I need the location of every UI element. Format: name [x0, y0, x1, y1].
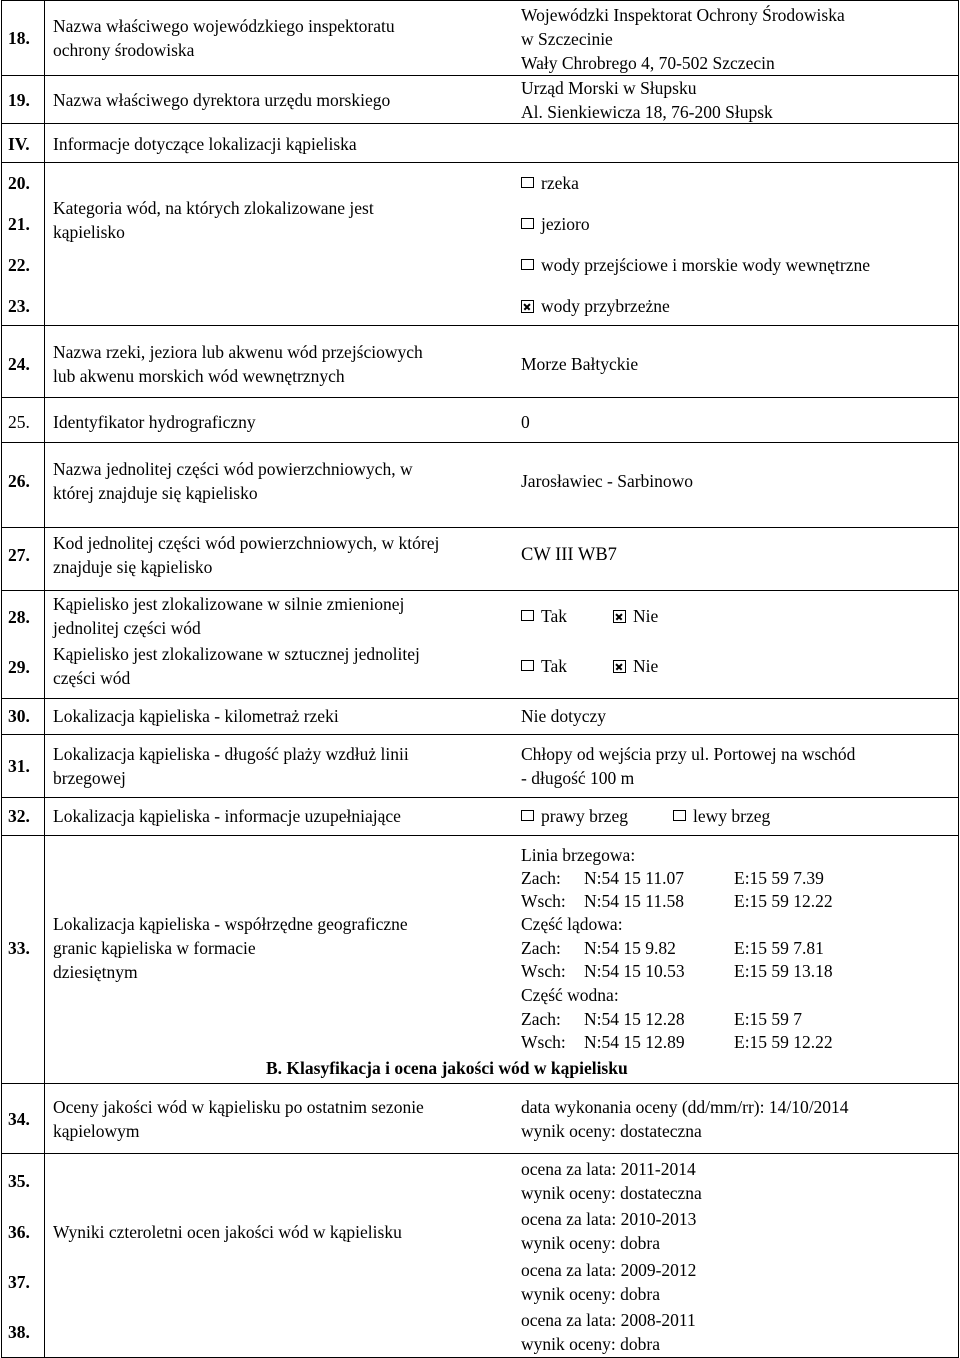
option-wody-przybrzezne-label: wody przybrzeżne [541, 296, 670, 316]
row-number-38: 38. [8, 1322, 30, 1342]
row-28-option-nie-label: Nie [633, 606, 659, 626]
row-19-value-line-2: Al. Sienkiewicza 18, 76-200 Słupsk [521, 102, 773, 122]
row-27-label-line-1: Kod jednolitej części wód powierzchniowych, w której [53, 533, 440, 553]
option-prawy-brzeg[interactable] [521, 804, 628, 828]
row-divider [1, 0, 958, 1]
row-31-label-line-2: brzegowej [53, 768, 126, 788]
row-29-option-nie-label: Nie [633, 656, 659, 676]
coords-lat: N:54 15 11.07 [584, 868, 684, 888]
option-lewy-brzeg[interactable] [673, 804, 770, 828]
row-number-26: 26. [8, 471, 30, 491]
row-31-value-line-2: - długość 100 m [521, 768, 635, 788]
row-30-value: Nie dotyczy [521, 706, 607, 726]
assessment-result: wynik oceny: dobra [521, 1334, 660, 1354]
assessment-period: ocena za lata: 2010-2013 [521, 1209, 697, 1229]
row-28-label-line-1: Kąpielisko jest zlokalizowane w silnie zmienionej [53, 594, 405, 614]
coords-heading-czesc-ladowa: Część lądowa: [521, 914, 623, 934]
row-34-value-line-2: wynik oceny: dostateczna [521, 1121, 702, 1141]
row-number-36: 36. [8, 1222, 30, 1242]
option-wody-przejsciowe[interactable] [521, 253, 870, 277]
coords-lon: E:15 59 12.22 [734, 1032, 833, 1052]
number-column-divider [44, 0, 45, 1358]
row-31-label-line-1: Lokalizacja kąpieliska - długość plaży wzdłuż linii [53, 744, 409, 764]
coords-lon: E:15 59 7.81 [734, 938, 824, 958]
row-24-label-line-2: lub akwenu morskich wód wewnętrznych [53, 366, 345, 386]
row-number-22: 22. [8, 255, 30, 275]
row-18-label-line-1: Nazwa właściwego wojewódzkiego inspektoratu [53, 16, 395, 36]
row-number-23: 23. [8, 296, 30, 316]
row-divider [1, 123, 958, 124]
coords-lat: N:54 15 12.89 [584, 1032, 685, 1052]
row-35-label: Wyniki czteroletni ocen jakości wód w kąpielisku [53, 1222, 402, 1242]
coords-lon: E:15 59 7 [734, 1009, 803, 1029]
row-number-34: 34. [8, 1109, 30, 1129]
option-rzeka-label: rzeka [541, 173, 579, 193]
section-iv-title: Informacje dotyczące lokalizacji kąpieliska [53, 134, 357, 154]
row-divider [1, 1153, 958, 1154]
option-jezioro[interactable] [521, 212, 590, 236]
row-divider [1, 162, 958, 163]
checkbox-unchecked-icon [521, 610, 534, 621]
row-28-option-nie[interactable] [613, 604, 658, 628]
row-divider [1, 797, 958, 798]
row-31-value-line-1: Chłopy od wejścia przy ul. Portowej na wschód [521, 744, 856, 764]
row-number-21: 21. [8, 214, 30, 234]
row-33-label-line-1: Lokalizacja kąpieliska - współrzędne geograficzne [53, 914, 408, 934]
row-divider [1, 527, 958, 528]
row-28-option-tak-label: Tak [541, 606, 567, 626]
row-number-18: 18. [8, 28, 30, 48]
row-27-label-line-2: znajduje się kąpielisko [53, 557, 213, 577]
row-29-label-line-2: części wód [53, 668, 131, 688]
row-number-19: 19. [8, 90, 30, 110]
row-29-option-tak[interactable] [521, 654, 567, 678]
checkbox-checked-icon [613, 610, 626, 623]
row-26-label-line-2: której znajduje się kąpielisko [53, 483, 258, 503]
row-divider [1, 590, 958, 591]
assessment-period: ocena za lata: 2008-2011 [521, 1310, 696, 1330]
row-26-value: Jarosławiec - Sarbinowo [521, 471, 694, 491]
row-28-option-tak[interactable] [521, 604, 567, 628]
row-25-label: Identyfikator hydrograficzny [53, 412, 256, 432]
row-26-label-line-1: Nazwa jednolitej części wód powierzchniowych, w [53, 459, 413, 479]
row-20-label-line-1: Kategoria wód, na których zlokalizowane jest [53, 198, 374, 218]
row-34-label-line-2: kąpielowym [53, 1121, 140, 1141]
outer-left-border [1, 0, 2, 1358]
row-number-20: 20. [8, 173, 30, 193]
row-divider [1, 397, 958, 398]
row-29-label-line-1: Kąpielisko jest zlokalizowane w sztucznej jednolitej [53, 644, 420, 664]
row-28-label-line-2: jednolitej części wód [53, 618, 201, 638]
section-b-title: B. Klasyfikacja i ocena jakości wód w kąpielisku [266, 1058, 628, 1078]
assessment-result: wynik oceny: dobra [521, 1233, 660, 1253]
assessment-period: ocena za lata: 2011-2014 [521, 1159, 696, 1179]
row-number-29: 29. [8, 657, 30, 677]
checkbox-unchecked-icon [521, 259, 534, 270]
row-divider [1, 325, 958, 326]
coords-lon: E:15 59 13.18 [734, 961, 833, 981]
row-29-option-tak-label: Tak [541, 656, 567, 676]
row-divider [1, 442, 958, 443]
option-rzeka[interactable] [521, 171, 579, 195]
checkbox-unchecked-icon [521, 660, 534, 671]
option-jezioro-label: jezioro [541, 214, 590, 234]
row-24-label-line-1: Nazwa rzeki, jeziora lub akwenu wód przejściowych [53, 342, 423, 362]
coords-lon: E:15 59 12.22 [734, 891, 833, 911]
coords-lat: N:54 15 11.58 [584, 891, 684, 911]
row-divider [1, 698, 958, 699]
row-33-label-line-3: dziesiętnym [53, 962, 138, 982]
row-27-value: CW III WB7 [521, 545, 617, 565]
coords-lat: N:54 15 12.28 [584, 1009, 685, 1029]
option-lewy-brzeg-label: lewy brzeg [693, 806, 771, 826]
option-wody-przybrzezne[interactable] [521, 294, 670, 318]
checkbox-unchecked-icon [673, 810, 686, 821]
row-divider [1, 734, 958, 735]
row-34-label-line-1: Oceny jakości wód w kąpielisku po ostatnim sezonie [53, 1097, 424, 1117]
coords-lon: E:15 59 7.39 [734, 868, 824, 888]
row-30-label: Lokalizacja kąpieliska - kilometraż rzeki [53, 706, 339, 726]
row-18-label-line-2: ochrony środowiska [53, 40, 195, 60]
row-33-label-line-2: granic kąpieliska w formacie [53, 938, 256, 958]
assessment-result: wynik oceny: dostateczna [521, 1183, 702, 1203]
section-number-iv: IV. [8, 134, 30, 154]
checkbox-unchecked-icon [521, 810, 534, 821]
row-24-value: Morze Bałtyckie [521, 354, 639, 374]
row-divider [1, 1083, 958, 1084]
checkbox-checked-icon [521, 300, 534, 313]
row-18-value-line-1: Wojewódzki Inspektorat Ochrony Środowiska [521, 5, 845, 25]
row-19-value-line-1: Urząd Morski w Słupsku [521, 78, 697, 98]
row-divider [1, 75, 958, 76]
coords-side: Zach: [521, 938, 561, 958]
row-18-value-line-3: Wały Chrobrego 4, 70-502 Szczecin [521, 53, 775, 73]
coords-side: Wsch: [521, 1032, 566, 1052]
row-number-33: 33. [8, 938, 30, 958]
row-number-25: 25. [8, 412, 30, 432]
coords-side: Wsch: [521, 961, 566, 981]
coords-side: Zach: [521, 1009, 561, 1029]
row-25-value: 0 [521, 412, 530, 432]
row-number-37: 37. [8, 1272, 30, 1292]
coords-heading-czesc-wodna: Część wodna: [521, 985, 619, 1005]
coords-heading-linia-brzegowa: Linia brzegowa: [521, 845, 636, 865]
coords-lat: N:54 15 10.53 [584, 961, 685, 981]
option-wody-przejsciowe-label: wody przejściowe i morskie wody wewnętrzne [541, 255, 870, 275]
coords-side: Zach: [521, 868, 561, 888]
row-29-option-nie[interactable] [613, 654, 658, 678]
row-divider [1, 835, 958, 836]
checkbox-unchecked-icon [521, 218, 534, 229]
outer-right-border [958, 0, 959, 1358]
row-20-label-line-2: kąpielisko [53, 222, 125, 242]
checkbox-checked-icon [613, 660, 626, 673]
row-18-value-line-2: w Szczecinie [521, 29, 613, 49]
coords-side: Wsch: [521, 891, 566, 911]
assessment-period: ocena za lata: 2009-2012 [521, 1260, 697, 1280]
coords-lat: N:54 15 9.82 [584, 938, 676, 958]
row-32-label: Lokalizacja kąpieliska - informacje uzupełniające [53, 806, 401, 826]
row-number-32: 32. [8, 806, 30, 826]
checkbox-unchecked-icon [521, 177, 534, 188]
row-number-30: 30. [8, 706, 30, 726]
row-number-35: 35. [8, 1171, 30, 1191]
option-prawy-brzeg-label: prawy brzeg [541, 806, 628, 826]
row-number-28: 28. [8, 607, 30, 627]
row-number-31: 31. [8, 756, 30, 776]
row-number-27: 27. [8, 545, 30, 565]
row-number-24: 24. [8, 354, 30, 374]
row-34-value-line-1: data wykonania oceny (dd/mm/rr): 14/10/2014 [521, 1097, 849, 1117]
row-19-label: Nazwa właściwego dyrektora urzędu morskiego [53, 90, 391, 110]
assessment-result: wynik oceny: dobra [521, 1284, 660, 1304]
